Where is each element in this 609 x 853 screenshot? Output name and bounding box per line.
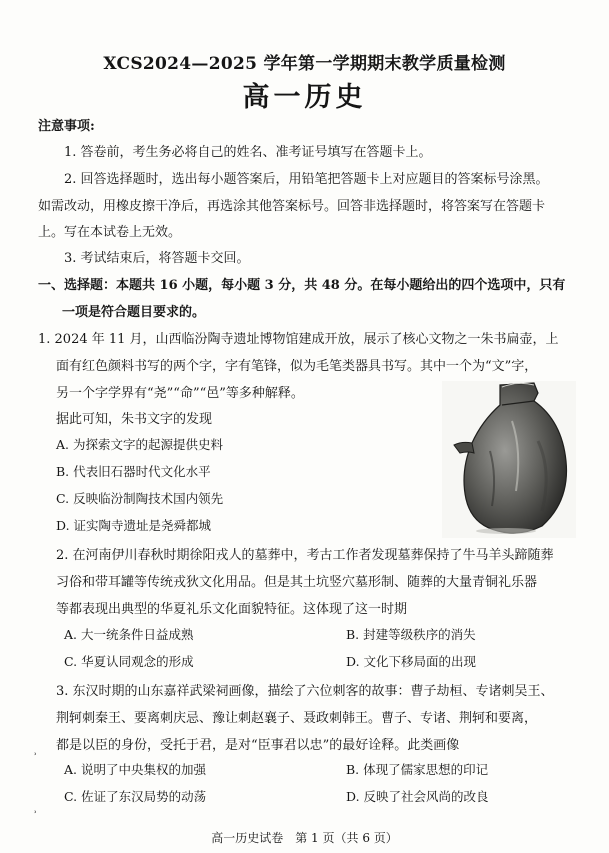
- vermilion-pot-image: [442, 381, 576, 538]
- q3-option-d: D. 反映了社会风尚的改良: [346, 789, 489, 804]
- q1-line-1: 1. 2024 年 11 月，山西临汾陶寺遗址博物馆建成开放，展示了核心文物之一朱书扁壶，上: [38, 332, 559, 347]
- q1-option-d: D. 证实陶寺遗址是尧舜都城: [56, 518, 212, 533]
- section-heading-2: 一项是符合题目要求的。: [62, 305, 206, 320]
- q3-line-2: 荆轲刺秦王、要离刺庆忌、豫让刺赵襄子、聂政刺韩王。曹子、专诸、荆轲和要离，: [56, 711, 538, 726]
- exam-title: XCS2024—2025 学年第一学期期末教学质量检测: [103, 54, 506, 74]
- q2-option-a: A. 大一统条件日益成熟: [64, 627, 194, 642]
- notice-line-1: 1. 答卷前，考生务必将自己的姓名、准考证号填写在答题卡上。: [64, 145, 432, 160]
- notice-line-2: 2. 回答选择题时，选出每小题答案后，用铅笔把答题卡上对应题目的答案标号涂黑。: [64, 172, 549, 187]
- q3-option-a: A. 说明了中央集权的加强: [64, 762, 206, 777]
- q3-line-1: 3. 东汉时期的山东嘉祥武梁祠画像，描绘了六位刺客的故事：曹子劫桓、专诸刺吴王、: [56, 684, 554, 699]
- q2-line-3: 等都表现出典型的华夏礼乐文化面貌特征。这体现了这一时期: [56, 602, 408, 617]
- q3-line-3: 都是以臣的身份，受托于君，是对“臣事君以忠”的最好诠释。此类画像: [56, 738, 460, 753]
- q3-option-c: C. 佐证了东汉局势的动荡: [64, 789, 207, 804]
- q1-option-b: B. 代表旧石器时代文化水平: [56, 464, 211, 479]
- q1-line-3: 另一个字学界有“尧”“命”“邑”等多种解释。: [56, 386, 304, 401]
- q2-option-b: B. 封建等级秩序的消失: [346, 627, 476, 642]
- exam-subject: 高一历史: [242, 82, 367, 113]
- q1-option-a: A. 为探索文字的起源提供史料: [56, 437, 223, 452]
- section-heading: 一、选择题：本题共 16 小题，每小题 3 分，共 48 分。在每小题给出的四个选项中，只有: [38, 278, 566, 293]
- margin-mark: ʾ: [34, 752, 38, 763]
- q2-option-c: C. 华夏认同观念的形成: [64, 654, 194, 669]
- q1-stem: 据此可知，朱书文字的发现: [56, 412, 213, 427]
- q3-option-b: B. 体现了儒家思想的印记: [346, 762, 489, 777]
- notice-heading: 注意事项:: [38, 119, 95, 134]
- q1-option-c: C. 反映临汾制陶技术国内领先: [56, 491, 224, 506]
- notice-line-5: 3. 考试结束后，将答题卡交回。: [64, 251, 250, 266]
- page-footer: 高一历史试卷 第 1 页（共 6 页）: [211, 831, 398, 845]
- q2-line-1: 2. 在河南伊川春秋时期徐阳戎人的墓葬中，考古工作者发现墓葬保持了牛马羊头蹄随葬: [56, 548, 554, 563]
- q2-option-d: D. 文化下移局面的出现: [346, 654, 477, 669]
- q1-line-2: 面有红色颜料书写的两个字，字有笔锋，似为毛笔类器具书写。其中一个为“文”字，: [56, 359, 538, 374]
- margin-mark: ʾ: [34, 810, 38, 821]
- notice-line-4: 上。写在本试卷上无效。: [38, 225, 182, 240]
- notice-line-3: 如需改动，用橡皮擦干净后，再选涂其他答案标号。回答非选择题时，将答案写在答题卡: [38, 199, 546, 214]
- q2-line-2: 习俗和带耳罐等传统戎狄文化用品。但是其土坑竖穴墓形制、随葬的大量青铜礼乐器: [56, 575, 538, 590]
